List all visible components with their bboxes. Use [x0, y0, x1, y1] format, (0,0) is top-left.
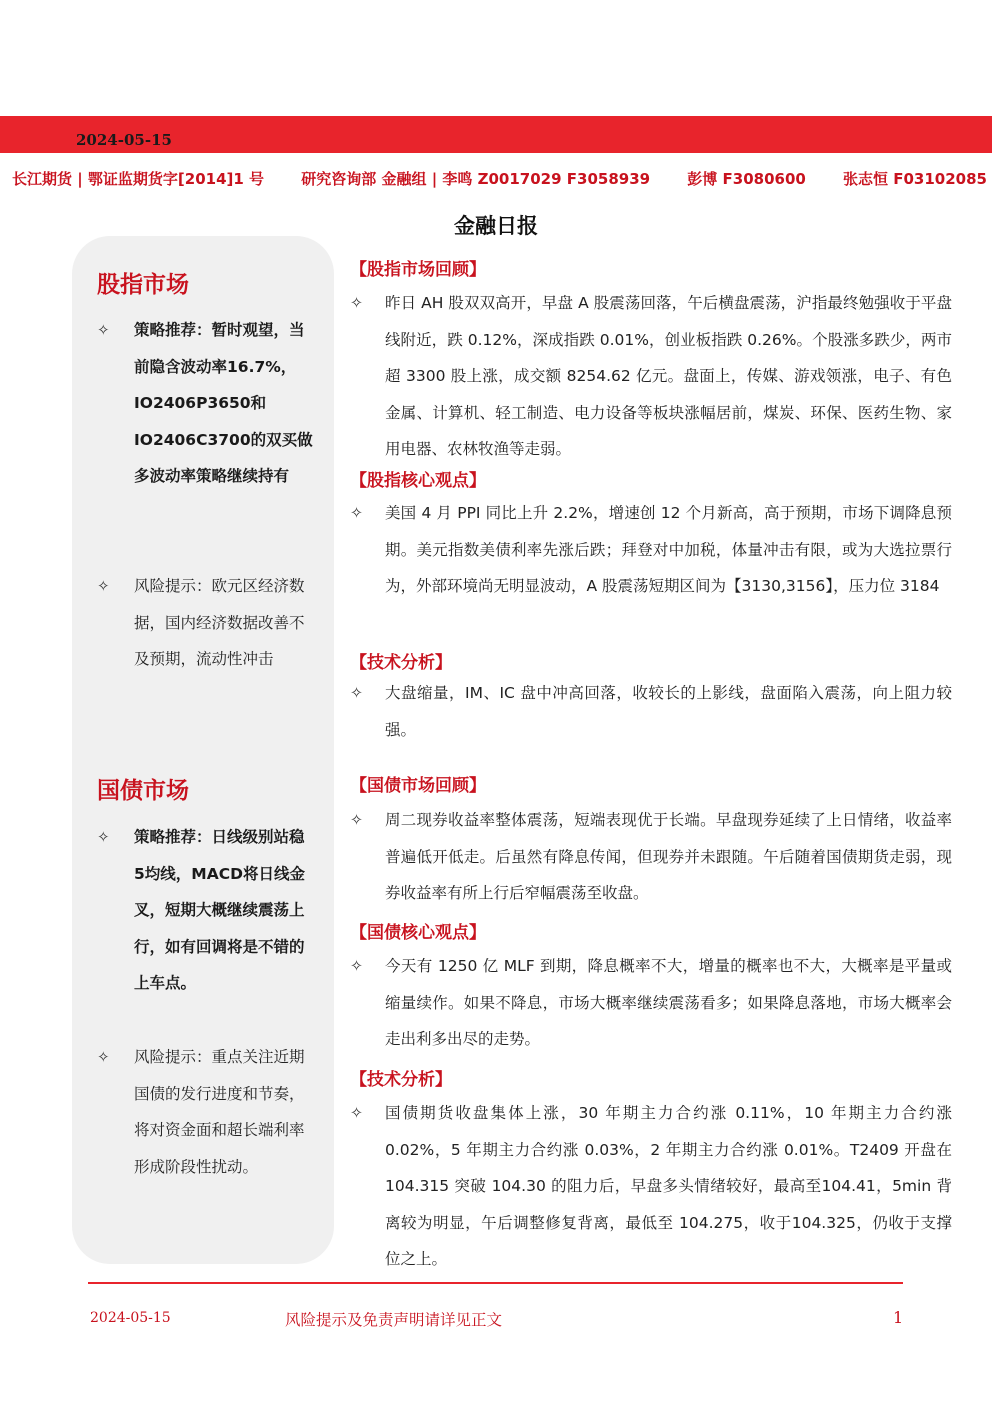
analyst-peng: 彭博 F3080600	[687, 170, 806, 188]
header-info-line	[12, 168, 987, 189]
footer-disclaimer: 风险提示及免责声明请详见正文	[285, 1311, 503, 1329]
paragraph-stock-core-view: ✧ 美国 4 月 PPI 同比上升 2.2%，增速创 12 个月新高，高于预期，市场下调降息预期。美元指数美债利率先涨后跌；拜登对中加税，体量冲击有限，或为大选拉票行为，外部环境尚无明显波动，A 股震荡短期区间为【3130,3156】，压力位 3184	[350, 495, 952, 605]
diamond-star-icon: ✧	[350, 684, 363, 702]
diamond-star-icon: ✧	[350, 811, 363, 829]
sidebar-strategy-bond: ✧ 策略推荐：日线级别站稳5均线，MACD将日线金叉，短期大概继续震荡上行，如有回调将是不错的上车点。	[97, 819, 315, 1002]
heading-bond-review: 【国债市场回顾】	[350, 776, 486, 796]
company-license: 长江期货 | 鄂证监期货字[2014]1 号	[12, 170, 265, 188]
paragraph-bond-technical: ✧ 国债期货收盘集体上涨，30 年期主力合约涨 0.11%，10 年期主力合约涨0.02%，5 年期主力合约涨 0.03%，2 年期主力合约涨 0.01%。T2409 开盘在 104.315 突破 104.30 的阻力后，早盘多头情绪较好，最高至104.41，5min 背离较为明显，午后调整修复背离，最低至 104.275，收于104.325，仍收于支撑位之上。	[350, 1095, 952, 1278]
footer-page-number: 1	[893, 1308, 904, 1327]
diamond-star-icon: ✧	[97, 1048, 110, 1066]
header-bar	[0, 116, 992, 153]
heading-bond-technical: 【技术分析】	[350, 1070, 452, 1090]
footer-divider	[88, 1282, 903, 1284]
sidebar-risk-bond: ✧ 风险提示：重点关注近期国债的发行进度和节奏，将对资金面和超长端利率形成阶段性扰动。	[97, 1039, 315, 1185]
diamond-star-icon: ✧	[350, 294, 363, 312]
heading-bond-core-view: 【国债核心观点】	[350, 923, 486, 943]
paragraph-bond-core-view: ✧ 今天有 1250 亿 MLF 到期，降息概率不大，增量的概率也不大，大概率是平量或缩量续作。如果不降息，市场大概率继续震荡看多；如果降息落地，市场大概率会走出利多出尽的走势。	[350, 948, 952, 1058]
heading-stock-technical: 【技术分析】	[350, 653, 452, 673]
document-title: 金融日报	[454, 214, 538, 238]
footer-date: 2024-05-15	[90, 1310, 171, 1326]
diamond-star-icon: ✧	[97, 577, 110, 595]
diamond-star-icon: ✧	[97, 321, 110, 339]
sidebar-title-bond: 国债市场	[97, 778, 189, 804]
heading-stock-core-view: 【股指核心观点】	[350, 471, 486, 491]
diamond-star-icon: ✧	[350, 1104, 363, 1122]
diamond-star-icon: ✧	[97, 828, 110, 846]
paragraph-stock-technical: ✧ 大盘缩量，IM、IC 盘中冲高回落，收较长的上影线，盘面陷入震荡，向上阻力较强。	[350, 675, 952, 748]
heading-stock-review: 【股指市场回顾】	[350, 260, 486, 280]
diamond-star-icon: ✧	[350, 957, 363, 975]
sidebar-risk-stock-index: ✧ 风险提示：欧元区经济数据，国内经济数据改善不及预期，流动性冲击	[97, 568, 315, 678]
sidebar-strategy-stock-index: ✧ 策略推荐：暂时观望，当前隐含波动率16.7%，IO2406P3650和IO2406C3700的双买做多波动率策略继续持有	[97, 312, 315, 495]
header-date: 2024-05-15	[76, 131, 172, 149]
paragraph-bond-review: ✧ 周二现券收益率整体震荡，短端表现优于长端。早盘现券延续了上日情绪，收益率普遍低开低走。后虽然有降息传闻，但现券并未跟随。午后随着国债期货走弱，现券收益率有所上行后窄幅震荡至收盘。	[350, 802, 952, 912]
team-info: 研究咨询部 金融组 | 李鸣 Z0017029 F3058939	[301, 170, 651, 188]
sidebar-title-stock-index: 股指市场	[97, 272, 189, 298]
diamond-star-icon: ✧	[350, 504, 363, 522]
paragraph-stock-review: ✧ 昨日 AH 股双双高开，早盘 A 股震荡回落，午后横盘震荡，沪指最终勉强收于平盘线附近，跌 0.12%，深成指跌 0.01%，创业板指跌 0.26%。个股涨多跌少，两市超 3300 股上涨，成交额 8254.62 亿元。盘面上，传媒、游戏领涨，电子、有色金属、计算机、轻工制造、电力设备等板块涨幅居前，煤炭、环保、医药生物、家用电器、农林牧渔等走弱。	[350, 285, 952, 468]
analyst-zhang: 张志恒 F03102085	[843, 170, 987, 188]
